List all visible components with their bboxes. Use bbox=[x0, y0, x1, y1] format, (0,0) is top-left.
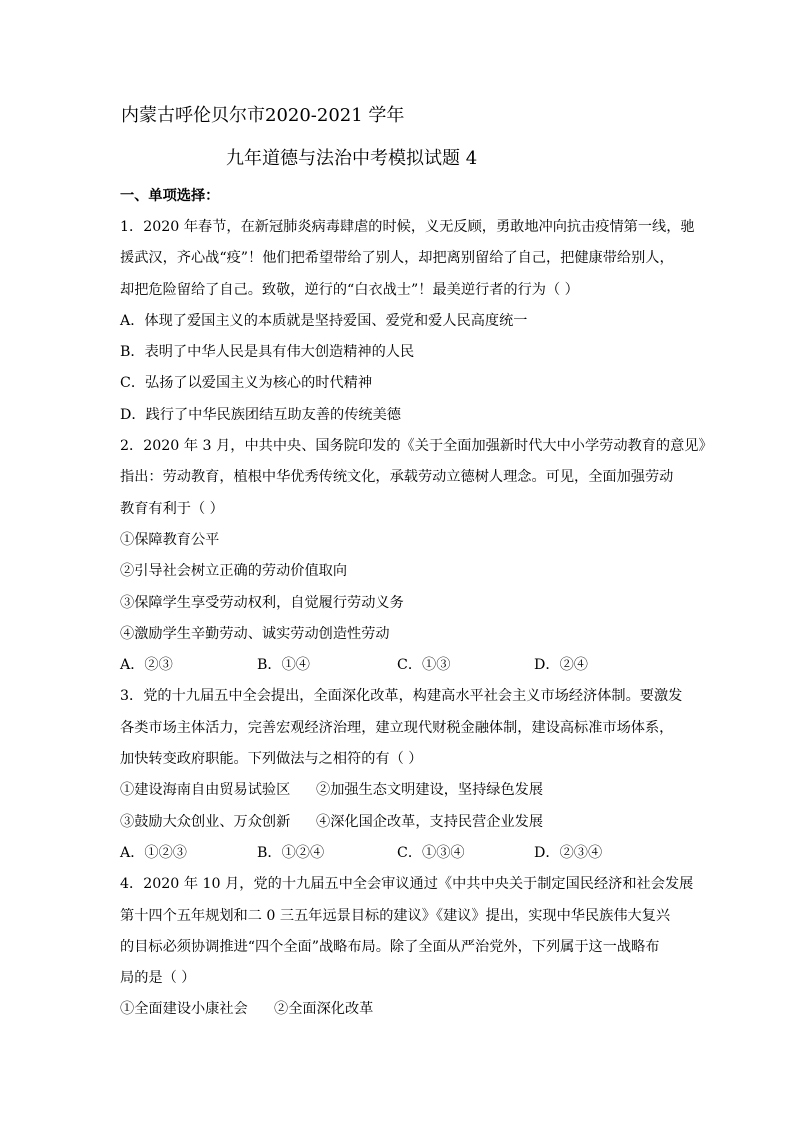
q3-stem-line: 3．党的十九届五中全会提出，全面深化改革，构建高水平社会主义市场经济体制。要激发 bbox=[120, 688, 683, 705]
q1-stem-line: 援武汉，齐心战“疫”！他们把希望带给了别人，却把离别留给了自己，把健康带给别人， bbox=[120, 250, 674, 267]
q4-stem-line: 局的是（ ） bbox=[120, 970, 196, 987]
q1-option-d: D．践行了中华民族团结互助友善的传统美德 bbox=[120, 406, 401, 423]
q3-option-b: B．①②④ bbox=[257, 844, 325, 861]
question-4 bbox=[120, 869, 694, 1025]
q2-stem-line: 指出：劳动教育，植根中华优秀传统文化，承载劳动立德树人理念。可见，全面加强劳动 bbox=[120, 469, 674, 486]
q1-stem-line: 却把危险留给了自己。致敬，逆行的“白衣战士”！最美逆行者的行为（ ） bbox=[120, 281, 579, 298]
q2-option-c: C．①③ bbox=[397, 657, 451, 674]
section-heading: 一、单项选择： bbox=[120, 188, 220, 204]
q3-item-row bbox=[120, 775, 680, 806]
q2-item-2: ②引导社会树立正确的劳动价值取向 bbox=[120, 563, 348, 580]
q2-option-a: A．②③ bbox=[120, 657, 173, 674]
q3-option-d: D．②③④ bbox=[534, 844, 603, 861]
q1-option-c: C．弘扬了以爱国主义为核心的时代精神 bbox=[120, 375, 373, 392]
q4-stem-line: 第十四个五年规划和二 0 三五年远景目标的建议》《建议》提出，实现中华民族伟大复兴 bbox=[120, 907, 671, 924]
exam-title-line2: 九年道德与法治中考模拟试题 4 bbox=[226, 148, 478, 169]
q2-item-4: ④激励学生辛勤劳动、诚实劳动创造性劳动 bbox=[120, 625, 390, 642]
question-3 bbox=[120, 681, 683, 869]
q2-options bbox=[120, 650, 680, 681]
q3-option-c: C．①③④ bbox=[397, 844, 465, 861]
q3-item-row bbox=[120, 807, 680, 838]
q4-stem-line: 4．2020 年 10 月，党的十九届五中全会审议通过《中共中央关于制定国民经济和社会发展 bbox=[120, 876, 694, 893]
q4-item-2: ②全面深化改革 bbox=[274, 1001, 374, 1018]
q4-stem-line: 的目标必须协调推进“四个全面”战略布局。除了全面从严治党外，下列属于这一战略布 bbox=[120, 938, 660, 955]
q3-item-2: ②加强生态文明建设，坚持绿色发展 bbox=[316, 782, 544, 799]
q3-item-1: ①建设海南自由贸易试验区 bbox=[120, 782, 291, 799]
question-1 bbox=[120, 212, 695, 431]
q3-options bbox=[120, 838, 680, 869]
q1-option-b: B．表明了中华人民是具有伟大创造精神的人民 bbox=[120, 344, 415, 361]
q4-item-row bbox=[120, 994, 680, 1025]
q2-item-1: ①保障教育公平 bbox=[120, 531, 220, 548]
q2-stem-line: 教育有利于（ ） bbox=[120, 500, 224, 517]
exam-content bbox=[120, 181, 713, 1026]
q3-item-3: ③鼓励大众创业、万众创新 bbox=[120, 813, 291, 830]
q3-stem-line: 加快转变政府职能。下列做法与之相符的有（ ） bbox=[120, 751, 423, 768]
q2-item-3: ③保障学生享受劳动权利，自觉履行劳动义务 bbox=[120, 594, 404, 611]
q3-option-a: A．①②③ bbox=[120, 844, 187, 861]
q2-option-d: D．②④ bbox=[534, 657, 588, 674]
q2-stem-line: 2．2020 年 3 月，中共中央、国务院印发的《关于全面加强新时代大中小学劳动教育的意见》 bbox=[120, 438, 713, 455]
q3-item-4: ④深化国企改革，支持民营企业发展 bbox=[316, 813, 544, 830]
question-2 bbox=[120, 431, 713, 681]
q2-option-b: B．①④ bbox=[257, 657, 310, 674]
q4-item-1: ①全面建设小康社会 bbox=[120, 1001, 248, 1018]
exam-title-line1: 内蒙古呼伦贝尔市2020-2021 学年 bbox=[121, 105, 405, 126]
q1-option-a: A．体现了爱国主义的本质就是坚持爱国、爱党和爱人民高度统一 bbox=[120, 312, 528, 329]
q1-stem-line: 1．2020 年春节，在新冠肺炎病毒肆虐的时候，义无反顾，勇敢地冲向抗击疫情第一线，驰 bbox=[120, 219, 695, 235]
q3-stem-line: 各类市场主体活力，完善宏观经济治理，建立现代财税金融体制，建设高标准市场体系， bbox=[120, 719, 674, 736]
